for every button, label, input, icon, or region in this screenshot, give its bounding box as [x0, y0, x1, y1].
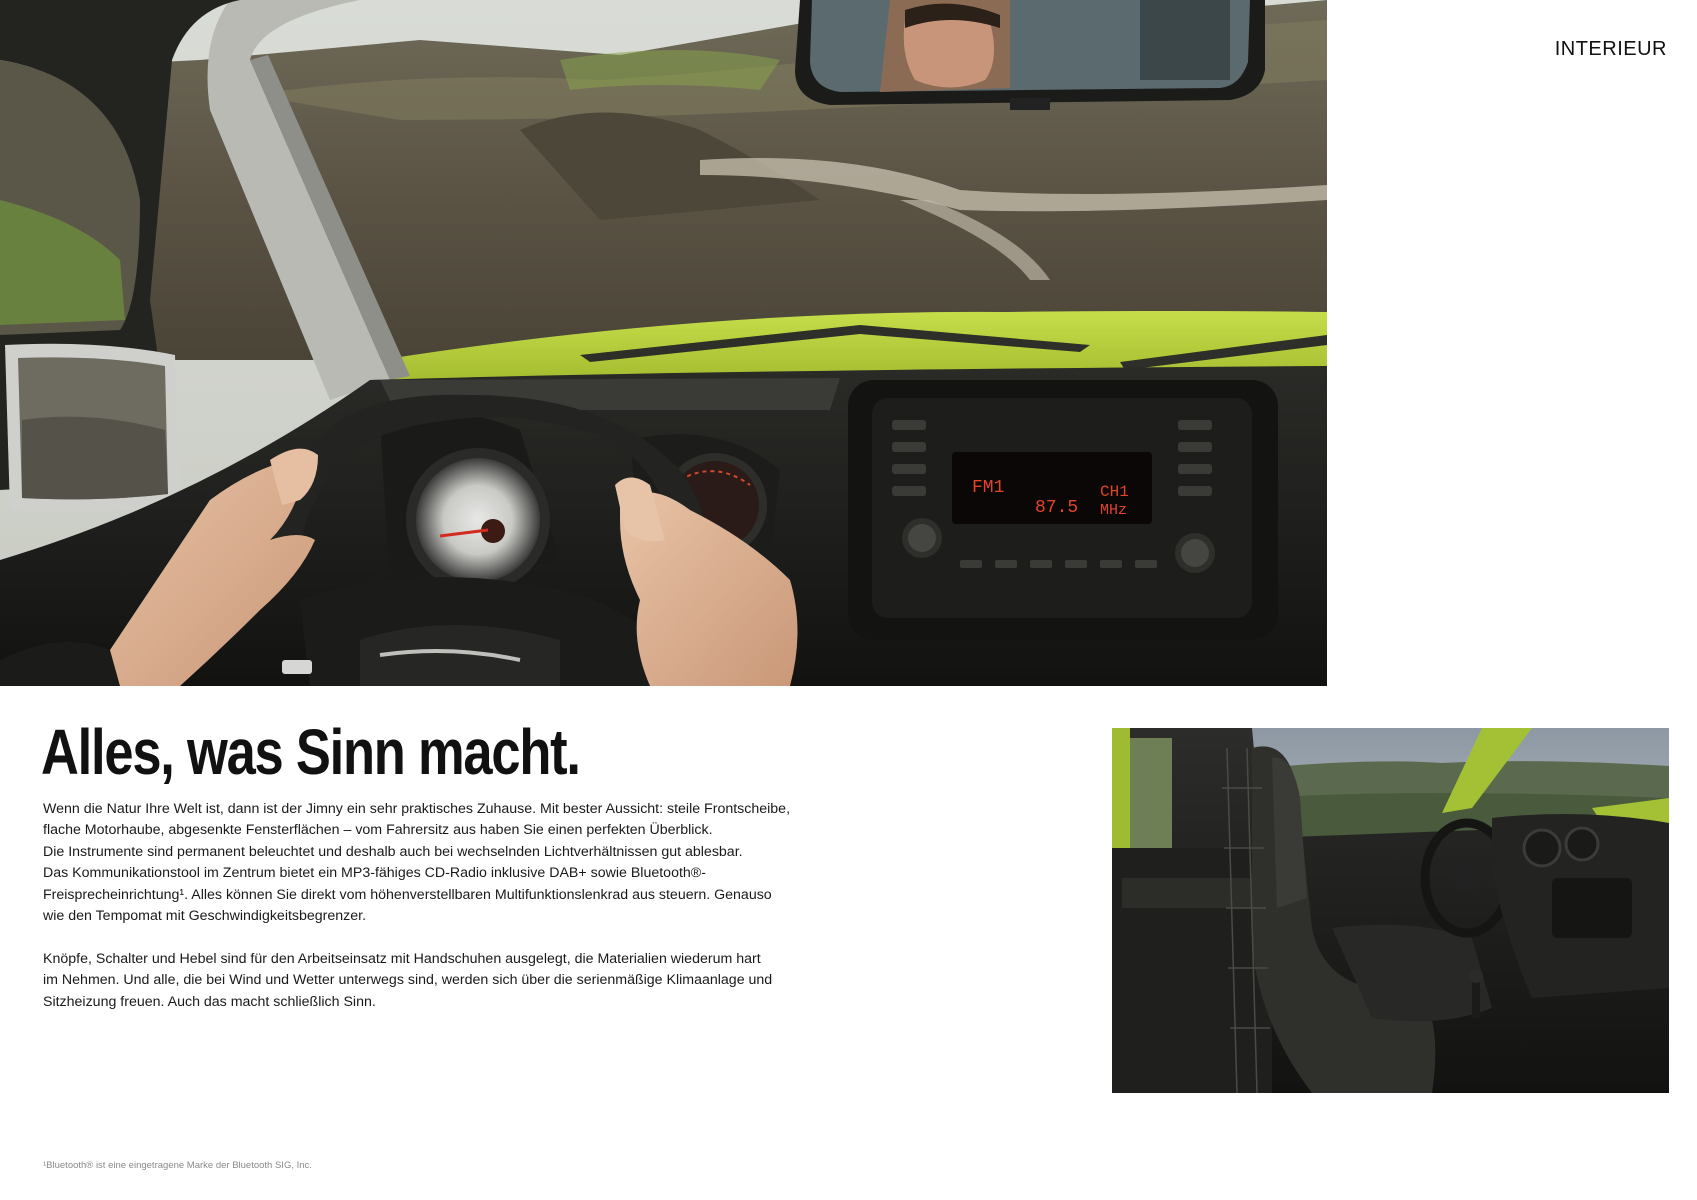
body-text [43, 799, 791, 1034]
body-line: Das Kommunikationstool im Zentrum bietet ein MP3-fähiges CD-Radio inklusive DAB+ sowie Bluetooth®- [43, 865, 706, 882]
section-label: INTERIEUR [1554, 38, 1667, 60]
radio-frequency-readout: 87.5 [1035, 498, 1079, 518]
body-line: flache Motorhaube, abgesenkte Fensterflächen – vom Fahrersitz aus haben Sie einen perfekten Überblick. [43, 822, 713, 839]
footnote: ¹Bluetooth® ist eine eingetragene Marke der Bluetooth SIG, Inc. [43, 1160, 312, 1171]
body-paragraph-2 [43, 949, 783, 1013]
page-headline: Alles, was Sinn macht. [41, 716, 580, 788]
body-line: Knöpfe, Schalter und Hebel sind für den Arbeitseinsatz mit Handschuhen ausgelegt, die Materialien wiederum hart [43, 950, 761, 967]
cabin-interior-photo [1112, 728, 1669, 1093]
radio-band-readout: FM1 [972, 478, 1005, 498]
body-line: wie den Tempomat mit Geschwindigkeitsbegrenzer. [43, 908, 367, 925]
radio-unit-readout: MHz [1100, 502, 1128, 519]
body-line: im Nehmen. Und alle, die bei Wind und Wetter unterwegs sind, werden sich über die serienmäßige Klimaanlage und [43, 972, 773, 989]
hero-photo-driver-view [0, 0, 1327, 686]
body-line: Die Instrumente sind permanent beleuchtet und deshalb auch bei wechselnden Lichtverhältnissen gut ablesbar. [43, 843, 743, 860]
body-line: Sitzheizung freuen. Auch das macht schließlich Sinn. [43, 993, 376, 1010]
body-line: Wenn die Natur Ihre Welt ist, dann ist der Jimny ein sehr praktisches Zuhause. Mit bester Aussicht: steile Frontscheibe, [43, 801, 791, 817]
radio-channel-readout: CH1 [1100, 483, 1129, 501]
body-line: Freisprecheinrichtung¹. Alles können Sie direkt vom höhenverstellbaren Multifunktionslenkrad aus steuern. Genauso [43, 886, 772, 903]
body-paragraph-1 [43, 799, 791, 927]
